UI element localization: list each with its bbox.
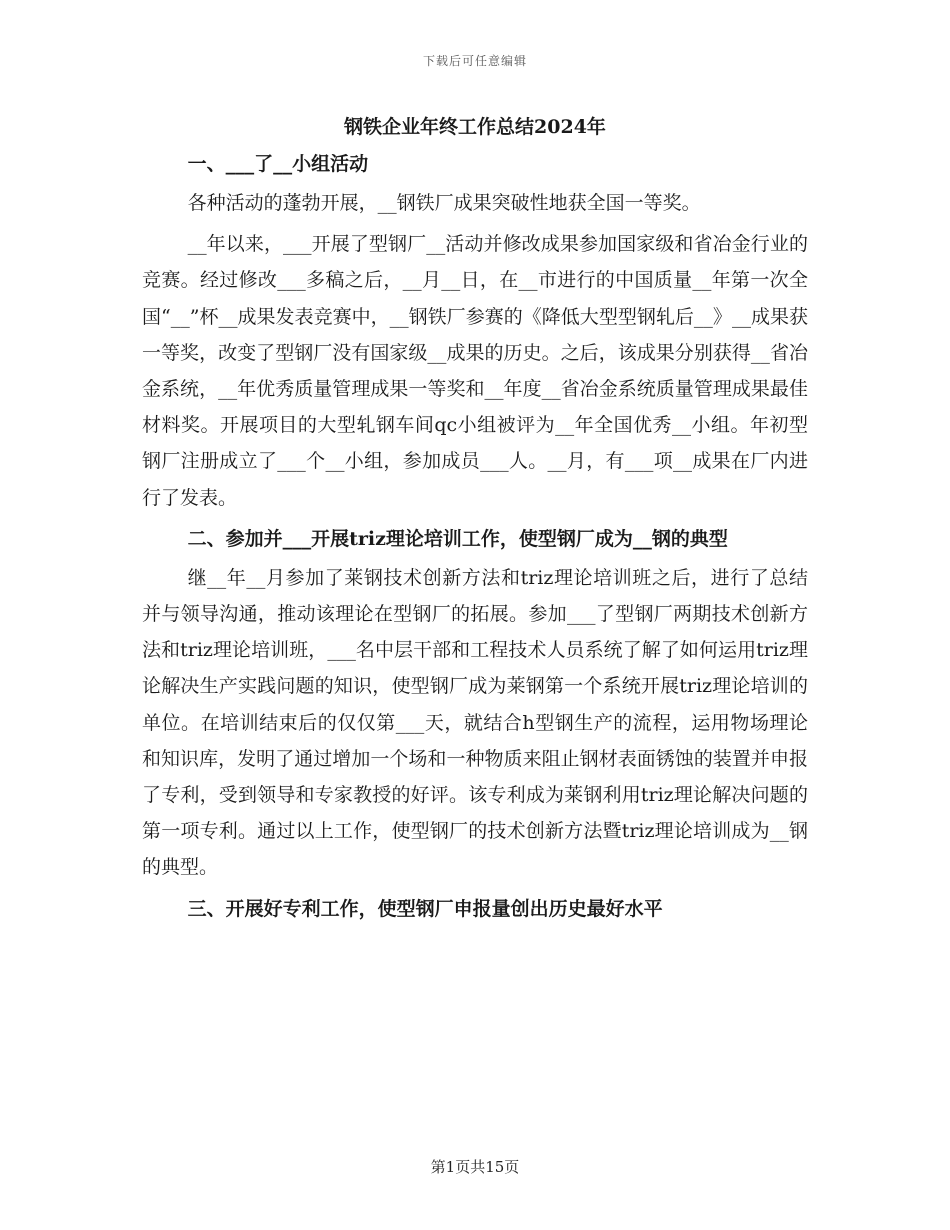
page-footer: 第1页共15页 <box>430 1158 520 1176</box>
section-1-paragraph-2: __年以来，___开展了型钢厂__活动并修改成果参加国家级和省冶金行业的竞赛。经过修改___多稿之后，__月__日，在__市进行的中国质量__年第一次全国“__”杯__成果发表竞赛中，__钢铁厂参赛的《降低大型型钢轧后__》__成果获一等奖，改变了型钢厂没有国家级__成果的历史。之后，该成果分别获得__省冶金系统，__年优秀质量管理成果一等奖和__年度__省冶金系统质量管理成果最佳材料奖。开展项目的大型轧钢车间qc小组被评为__年全国优秀__小组。年初型钢厂注册成立了___个__小组，参加成员___人。__月，有___项__成果在厂内进行了发表。 <box>142 233 808 509</box>
section-2-paragraph-1: 继__年__月参加了莱钢技术创新方法和triz理论培训班之后，进行了总结并与领导沟通，推动该理论在型钢厂的拓展。参加___了型钢厂两期技术创新方法和triz理论培训班，___名中层干部和工程技术人员系统了解了如何运用triz理论解决生产实践问题的知识，使型钢厂成为莱钢第一个系统开展triz理论培训的单位。在培训结束后的仅仅第___天，就结合h型钢生产的流程，运用物场理论和知识库，发明了通过增加一个场和一种物质来阻止钢材表面锈蚀的装置并申报了专利，受到领导和专家教授的好评。该专利成为莱钢利用triz理论解决问题的第一项专利。通过以上工作，使型钢厂的技术创新方法暨triz理论培训成为__钢的典型。 <box>142 566 808 879</box>
section-heading-3: 三、开展好专利工作，使型钢厂申报量创出历史最好水平 <box>187 897 663 920</box>
section-heading-2: 二、参加并___开展triz理论培训工作，使型钢厂成为__钢的典型 <box>187 527 728 550</box>
document-title: 钢铁企业年终工作总结2024年 <box>344 116 606 138</box>
document-body <box>142 112 808 930</box>
section-1-paragraph-1: 各种活动的蓬勃开展，__钢铁厂成果突破性地获全国一等奖。 <box>187 192 701 214</box>
section-heading-1: 一、___了__小组活动 <box>187 153 369 175</box>
page-header-note: 下载后可任意编辑 <box>422 54 527 68</box>
